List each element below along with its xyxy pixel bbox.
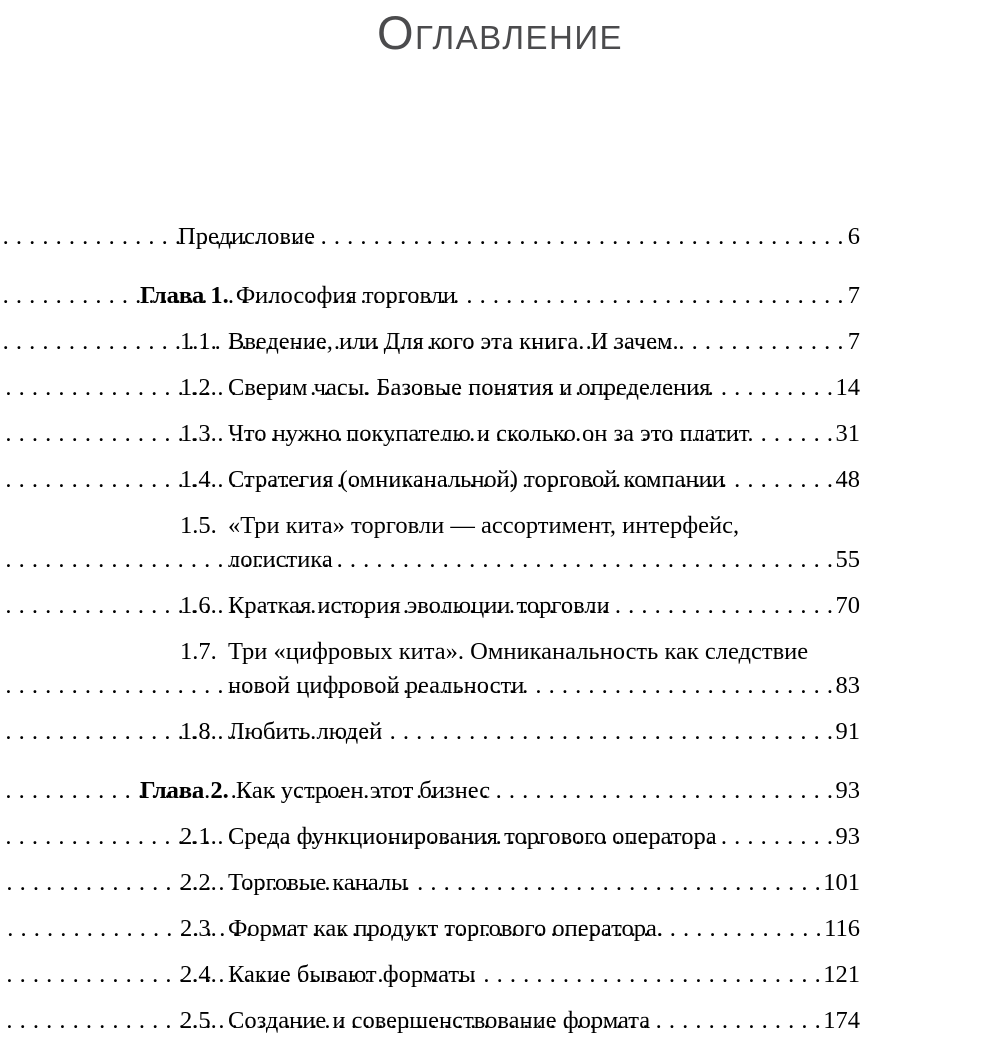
toc-page-number: 101	[823, 869, 860, 896]
toc-page-number: 174	[823, 1007, 860, 1034]
toc-entry-number: 1.5.	[180, 512, 217, 539]
toc-entry-number: 1.3.	[180, 420, 217, 447]
toc-entry-line	[236, 776, 860, 806]
toc-entry-label: Введение, или Для кого эта книга. И зачем.	[228, 328, 679, 355]
toc-page-number: 14	[835, 374, 860, 401]
toc-page-number: 93	[835, 777, 860, 804]
toc-entry[interactable]	[140, 281, 860, 311]
toc-leader-dots	[711, 373, 833, 403]
toc-entry-number: 1.7.	[180, 638, 217, 665]
toc-leader-dots	[718, 822, 834, 852]
toc-entry[interactable]	[140, 1006, 860, 1036]
toc-entry[interactable]	[140, 511, 860, 575]
toc-entry-number: Глава 1.	[140, 282, 229, 309]
toc-page-number: 7	[847, 282, 860, 309]
toc-entry-line	[228, 914, 860, 944]
toc-entry-label: Создание и совершенствование формата	[228, 1007, 651, 1034]
toc-entry-line	[228, 511, 860, 541]
toc-entry-number: 2.1.	[180, 823, 217, 850]
toc-entry-label: Как устроен этот бизнес	[235, 777, 491, 804]
toc-entry-label: Среда функционирования торгового оператора	[228, 823, 717, 850]
page-title: Оглавление	[376, 6, 624, 59]
toc-entry-line	[228, 465, 860, 495]
toc-entry-body	[228, 327, 860, 357]
toc-page-number: 7	[847, 328, 860, 355]
toc-entry[interactable]	[140, 465, 860, 495]
toc-entry-body	[228, 822, 860, 852]
toc-entry[interactable]	[140, 914, 860, 944]
toc-entry-body	[228, 868, 860, 898]
toc-page-number: 48	[835, 466, 860, 493]
toc-entry-number: 1.6.	[180, 592, 217, 619]
toc-entry-label: Философия торговли	[235, 282, 457, 309]
toc-leader-dots	[664, 914, 822, 944]
toc-entry-label: Что нужно покупателю и сколько он за это платит	[228, 420, 750, 447]
toc-entry-line	[228, 545, 860, 575]
toc-leader-dots	[383, 717, 833, 747]
toc-entry[interactable]	[140, 327, 860, 357]
toc-entry-line	[228, 671, 860, 701]
toc-entry-number: 1.8.	[180, 718, 217, 745]
toc-entry-body	[228, 511, 860, 575]
toc-entry-label: «Три кита» торговли — ассортимент, интерфейс,	[228, 512, 740, 539]
toc-entry-label: Какие бывают форматы	[228, 961, 476, 988]
toc-entry-line	[228, 373, 860, 403]
toc-entry-body	[228, 1006, 860, 1036]
toc-page-number: 93	[835, 823, 860, 850]
toc-entry-line	[228, 717, 860, 747]
toc-entry-body	[236, 776, 860, 806]
toc-leader-dots	[477, 960, 822, 990]
toc-entry-line	[178, 222, 860, 252]
toc-entry-number: 2.2.	[180, 869, 217, 896]
toc-entry[interactable]	[140, 717, 860, 747]
toc-entry-line	[228, 637, 860, 667]
toc-entry-body	[228, 465, 860, 495]
toc-leader-dots	[316, 222, 844, 252]
toc-entry-line	[228, 868, 860, 898]
toc-leader-dots	[334, 545, 834, 575]
toc-entry-number: 2.4.	[180, 961, 217, 988]
toc-entry-label: Сверим часы. Базовые понятия и определения	[228, 374, 711, 401]
toc-page-number: 55	[835, 546, 860, 573]
toc-entry-body	[228, 373, 860, 403]
toc-entry[interactable]	[140, 637, 860, 701]
toc-entry-line	[228, 960, 860, 990]
toc-leader-dots	[751, 419, 834, 449]
toc-page-number: 116	[824, 915, 860, 942]
toc-entry-label: Любить людей	[228, 718, 383, 745]
toc-entry[interactable]	[140, 960, 860, 990]
toc-entry-label: Стратегия (омниканальной) торговой компании	[228, 466, 725, 493]
toc-entry-number: 1.4.	[180, 466, 217, 493]
toc-entry-line	[228, 591, 860, 621]
toc-entry-number: 2.5.	[180, 1007, 217, 1034]
toc-leader-dots	[651, 1006, 821, 1036]
toc-page-number: 70	[835, 592, 860, 619]
toc-leader-dots	[680, 327, 844, 357]
toc-entry-line	[228, 327, 860, 357]
toc-entry-line	[228, 1006, 860, 1036]
toc-entry-label: Краткая история эволюции торговли	[228, 592, 610, 619]
toc-page-number: 121	[823, 961, 860, 988]
toc-entry-line	[236, 281, 860, 311]
toc-entry[interactable]	[140, 373, 860, 403]
toc-entry-number: 1.1.	[180, 328, 217, 355]
toc-page-number: 83	[835, 672, 860, 699]
table-of-contents	[140, 222, 860, 1052]
toc-entry-number: 2.3.	[180, 915, 217, 942]
toc-entry-body	[236, 281, 860, 311]
toc-entry[interactable]	[140, 776, 860, 806]
toc-entry-body	[228, 591, 860, 621]
toc-entry-number: 1.2.	[180, 374, 217, 401]
toc-entry-body	[228, 419, 860, 449]
toc-entry-label: новой цифровой реальности	[228, 672, 525, 699]
toc-entry-label: Предисловие	[178, 223, 315, 250]
toc-entry[interactable]	[140, 591, 860, 621]
toc-page-number: 91	[835, 718, 860, 745]
toc-entry-line	[228, 419, 860, 449]
toc-entry-label: Торговые каналы	[228, 869, 408, 896]
toc-entry-body	[228, 960, 860, 990]
toc-entry-body	[228, 717, 860, 747]
toc-entry[interactable]	[140, 222, 860, 252]
toc-entry-body	[178, 222, 860, 252]
toc-leader-dots	[491, 776, 833, 806]
toc-page-number: 6	[847, 223, 860, 250]
toc-entry-body	[228, 914, 860, 944]
toc-leader-dots	[409, 868, 822, 898]
toc-entry[interactable]	[140, 419, 860, 449]
toc-leader-dots	[726, 465, 834, 495]
toc-page-number: 31	[835, 420, 860, 447]
toc-entry-number: Глава 2.	[140, 777, 229, 804]
toc-leader-dots	[457, 281, 844, 311]
toc-entry-body	[228, 637, 860, 701]
toc-entry-label: Формат как продукт торгового оператора.	[228, 915, 664, 942]
toc-entry[interactable]	[140, 868, 860, 898]
toc-leader-dots	[525, 671, 833, 701]
toc-leader-dots	[611, 591, 834, 621]
toc-entry-line	[228, 822, 860, 852]
toc-entry-label: логистика	[228, 546, 333, 573]
toc-entry[interactable]	[140, 822, 860, 852]
toc-entry-label: Три «цифровых кита». Омниканальность как следствие	[228, 638, 809, 665]
